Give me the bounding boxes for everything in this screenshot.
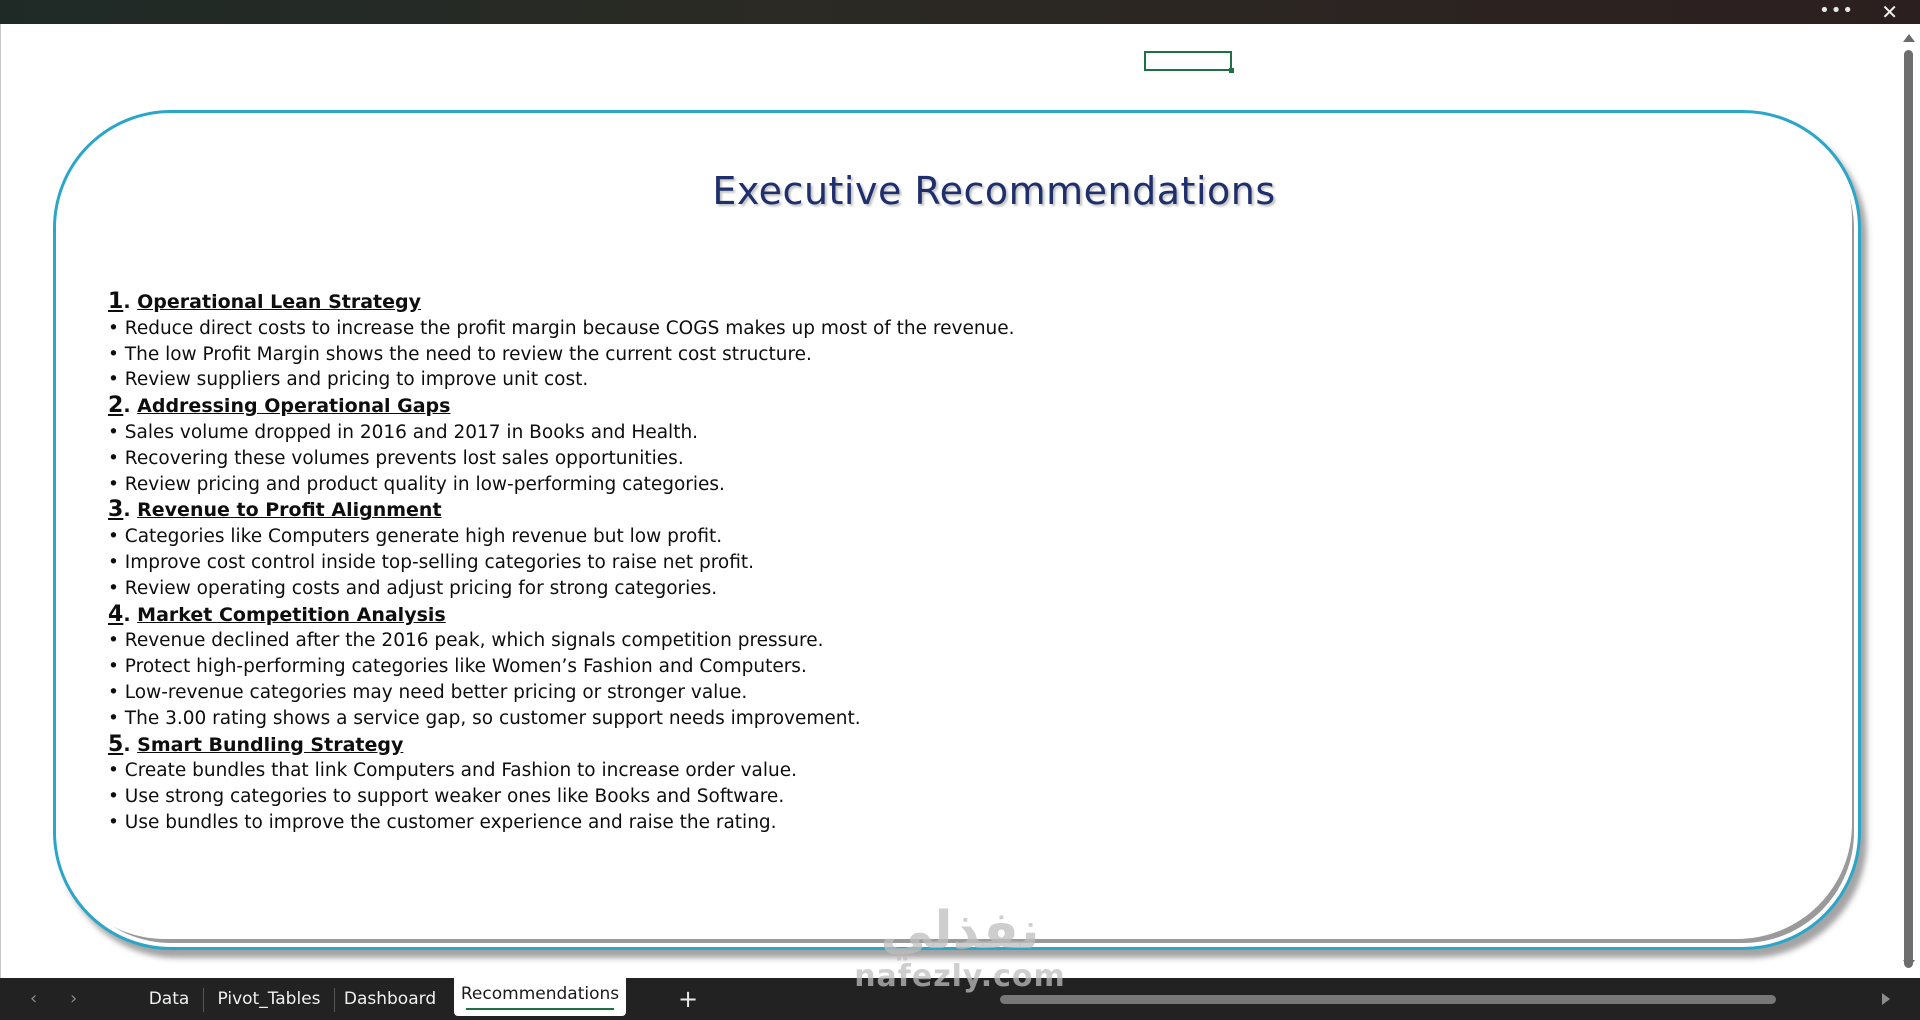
worksheet-grid[interactable] [0,24,1899,978]
bullet-item: • Reduce direct costs to increase the profit margin because COGS makes up most of the revenue. [108,317,1015,339]
active-tab-indicator [466,1008,614,1010]
section-number: 3 [108,497,124,523]
section-4 [108,602,1508,732]
scroll-up-icon[interactable] [1903,34,1915,42]
tab-separator [334,988,335,1012]
section-heading: 3. Revenue to Profit Alignment [108,497,442,523]
tab-dashboard[interactable]: Dashboard [343,989,437,1009]
section-heading: 4. Market Competition Analysis [108,601,446,627]
section-title: Revenue to Profit Alignment [137,499,442,522]
bullet-item: • Use strong categories to support weaker ones like Books and Software. [108,786,785,808]
section-number: 5 [108,731,124,757]
bullet-item: • Review pricing and product quality in low-performing categories. [108,473,725,495]
window-title-bar [0,0,1920,24]
watermark-latin: nafezly.com [854,959,1066,994]
bullet-item: • Recovering these volumes prevents lost sales opportunities. [108,447,684,469]
section-5 [108,732,1508,836]
recommendations-list [108,289,1508,836]
section-number: 1 [108,289,124,314]
section-title: Operational Lean Strategy [137,291,421,313]
tab-recommendations-label: Recommendations [460,984,620,1004]
scroll-down-icon[interactable] [1903,960,1915,968]
add-sheet-button[interactable]: + [678,985,699,1013]
section-number: 2 [108,393,124,419]
more-options-icon[interactable]: ••• [1819,0,1854,21]
section-title: Market Competition Analysis [137,603,446,626]
section-3 [108,497,1508,601]
section-title: Addressing Operational Gaps [137,395,451,418]
section-title: Smart Bundling Strategy [137,733,404,756]
bullet-item: • Sales volume dropped in 2016 and 2017 in Books and Health. [108,421,699,443]
fill-handle[interactable] [1229,68,1234,73]
section-heading: 2. Addressing Operational Gaps [108,393,451,419]
tab-pivot-tables[interactable]: Pivot_Tables [217,989,321,1009]
bullet-item: • Use bundles to improve the customer experience and raise the rating. [108,811,777,833]
bullet-item: • Review operating costs and adjust pricing for strong categories. [108,577,718,599]
section-heading: 1. Operational Lean Strategy [108,289,421,314]
bullet-item: • Revenue declined after the 2016 peak, which signals competition pressure. [108,630,824,652]
section-number: 4 [108,601,124,627]
previous-sheet-icon[interactable]: ‹ [30,988,38,1009]
horizontal-scroll-thumb[interactable] [1000,995,1776,1004]
bullet-item: • The 3.00 rating shows a service gap, so customer support needs improvement. [108,707,861,729]
bullet-item: • Review suppliers and pricing to improve unit cost. [108,369,589,391]
vertical-scroll-thumb[interactable] [1904,50,1913,968]
section-2 [108,393,1508,497]
section-heading: 5. Smart Bundling Strategy [108,731,404,757]
vertical-scrollbar[interactable] [1898,24,1920,978]
watermark [850,902,1070,994]
scroll-right-icon[interactable] [1882,993,1890,1005]
next-sheet-icon[interactable]: › [70,988,78,1009]
section-1 [108,289,1508,393]
tab-data[interactable]: Data [148,989,190,1009]
bullet-item: • The low Profit Margin shows the need to review the current cost structure. [108,343,812,365]
watermark-arabic: نفذلي [880,901,1040,961]
bullet-item: • Create bundles that link Computers and Fashion to increase order value. [108,760,797,782]
close-icon[interactable]: ✕ [1881,0,1898,24]
bullet-item: • Categories like Computers generate high revenue but low profit. [108,526,723,548]
bullet-item: • Low-revenue categories may need better pricing or stronger value. [108,681,748,703]
recommendations-card [53,110,1861,950]
bullet-item: • Protect high-performing categories like Women’s Fashion and Computers. [108,656,807,678]
selected-cell[interactable] [1144,51,1232,71]
bullet-item: • Improve cost control inside top-selling categories to raise net profit. [108,551,755,573]
tab-recommendations[interactable] [454,976,626,1016]
page-title: Executive Recommendations [712,169,1276,213]
tab-separator [203,988,204,1012]
